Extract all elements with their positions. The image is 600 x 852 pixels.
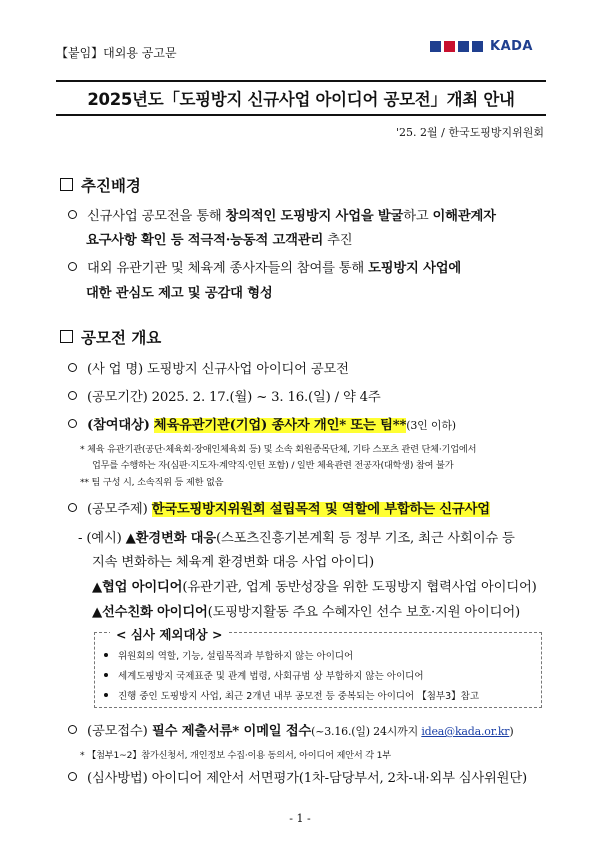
- submit-note: * 【첨부1~2】참가신청서, 개인정보 수집·이용 동의서, 아이디어 제안서 각 1부: [80, 750, 391, 761]
- text: (도핑방지활동 주요 수혜자인 선수 보호·지원 아이디어): [207, 605, 520, 620]
- text: 대외 유관기관 및 체육계 종사자들의 참여를 통해: [87, 261, 369, 276]
- date-line: '25. 2월 / 한국도핑방지위원회: [396, 126, 544, 139]
- label: (심사방법): [87, 771, 148, 786]
- section-heading-text: 공모전 개요: [81, 329, 162, 347]
- overview-target: [68, 414, 456, 433]
- circle-bullet-icon: [68, 419, 77, 428]
- label: (공모기간): [87, 390, 148, 405]
- text: (유관기관, 업계 동반성장을 위한 도핑방지 협력사업 아이디어): [182, 580, 537, 595]
- value: 도핑방지 신규사업 아이디어 공모전: [142, 362, 349, 377]
- logo-square-icon: [444, 41, 455, 52]
- label: (공모접수): [87, 724, 148, 739]
- dot-bullet-icon: [104, 693, 108, 697]
- bg-item-1: [68, 205, 496, 224]
- email-link[interactable]: idea@kada.or.kr: [421, 725, 510, 738]
- overview-review: [68, 767, 527, 786]
- kada-logo: [430, 39, 533, 54]
- section-heading-background: [60, 174, 141, 196]
- circle-bullet-icon: [68, 772, 77, 781]
- bold-text: 창의적인 도핑방지 사업을 발굴: [225, 209, 404, 224]
- bold-text: ▲협업 아이디어: [92, 580, 183, 595]
- page-number: - 1 -: [289, 812, 311, 825]
- highlight-text: 한국도핑방지위원회 설립목적 및 역할에 부합하는 신규사업: [151, 502, 490, 517]
- highlight-text: 체육유관기관(기업) 종사자 개인* 또는 팀**: [153, 418, 407, 433]
- text: - (예시): [78, 531, 126, 546]
- logo-square-icon: [430, 41, 441, 52]
- label: (사 업 명): [87, 362, 143, 377]
- example-1: [78, 527, 515, 546]
- bold-text: 대한 관심도 제고 및 공감대 형성: [86, 286, 273, 301]
- bold-text: 요구사항 확인 등 적극적·능동적 고객관리: [86, 233, 324, 248]
- bold-text: ▲환경변화 대응: [125, 531, 216, 546]
- bold-text: ▲선수친화 아이디어: [92, 605, 208, 620]
- exclusion-item: [104, 648, 353, 662]
- label: (참여대상): [87, 418, 150, 433]
- text: 하고: [403, 209, 433, 224]
- bold-text: 도핑방지 사업에: [368, 261, 462, 276]
- logo-square-icon: [472, 41, 483, 52]
- example-2: [92, 576, 537, 595]
- circle-bullet-icon: [68, 363, 77, 372]
- section-heading-text: 추진배경: [81, 177, 141, 195]
- square-bullet-icon: [60, 178, 73, 191]
- exclusion-item: [104, 688, 479, 702]
- target-note-2: ** 팀 구성 시, 소속직위 등 제한 없음: [80, 477, 224, 488]
- target-note-1: * 체육 유관기관(공단·체육회·장애인체육회 등) 및 소속 회원종목단체, 기타 스포츠 관련 단체·기업에서: [80, 444, 477, 455]
- text: (스포츠진흥기본계획 등 정부 기조, 최근 사회이슈 등: [215, 531, 515, 546]
- example-1-cont: 지속 변화하는 체육계 환경변화 대응 사업 아이디): [92, 555, 375, 570]
- circle-bullet-icon: [68, 725, 77, 734]
- overview-period: [68, 386, 381, 405]
- text: 진행 중인 도핑방지 사업, 최근 2개년 내부 공모전 등 중복되는 아이디어 【첨부3】참고: [118, 691, 479, 702]
- bg-item-1-cont: [86, 229, 352, 248]
- text: 추진: [323, 233, 353, 248]
- circle-bullet-icon: [68, 503, 77, 512]
- dot-bullet-icon: [104, 653, 108, 657]
- text: ): [509, 725, 514, 738]
- title-box: [56, 80, 546, 116]
- label: (공모주제): [87, 502, 148, 517]
- text: 신규사업 공모전을 통해: [87, 209, 226, 224]
- bold-text: 필수 제출서류* 이메일 접수: [147, 724, 312, 739]
- text: 세계도핑방지 국제표준 및 관계 법령, 사회규범 상 부합하지 않는 아이디어: [118, 671, 424, 682]
- text: 위원회의 역할, 기능, 설립목적과 부합하지 않는 아이디어: [118, 651, 354, 662]
- circle-bullet-icon: [68, 262, 77, 271]
- text: (~3.16.(일) 24시까지: [311, 725, 422, 738]
- circle-bullet-icon: [68, 210, 77, 219]
- exclusion-heading: < 심사 제외대상 >: [110, 625, 228, 643]
- section-heading-overview: [60, 326, 161, 348]
- overview-name: [68, 358, 349, 377]
- bg-item-2-cont: [86, 282, 273, 301]
- overview-theme: [68, 498, 490, 517]
- bg-item-2: [68, 257, 461, 276]
- document-title: 2025년도「도핑방지 신규사업 아이디어 공모전」개최 안내: [87, 90, 515, 109]
- example-3: [92, 601, 520, 620]
- logo-square-icon: [458, 41, 469, 52]
- bold-text: 이해관계자: [432, 209, 496, 224]
- value: 2025. 2. 17.(월) ~ 3. 16.(일) / 약 4주: [147, 390, 381, 405]
- attachment-tag: 【붙임】대외용 공고문: [56, 46, 177, 60]
- logo-text: KADA: [490, 39, 533, 54]
- target-note-1b: 업무를 수행하는 자(심판·지도자·계약직·인턴 포함) / 일반 체육관련 전공자(대학생) 참여 불가: [92, 460, 454, 471]
- square-bullet-icon: [60, 330, 73, 343]
- overview-submit: [68, 720, 513, 739]
- value: 아이디어 제안서 서면평가(1차-담당부서, 2차-내·외부 심사위원단): [147, 771, 527, 786]
- exclusion-item: [104, 668, 424, 682]
- dot-bullet-icon: [104, 673, 108, 677]
- circle-bullet-icon: [68, 391, 77, 400]
- value: (3인 이하): [406, 419, 456, 432]
